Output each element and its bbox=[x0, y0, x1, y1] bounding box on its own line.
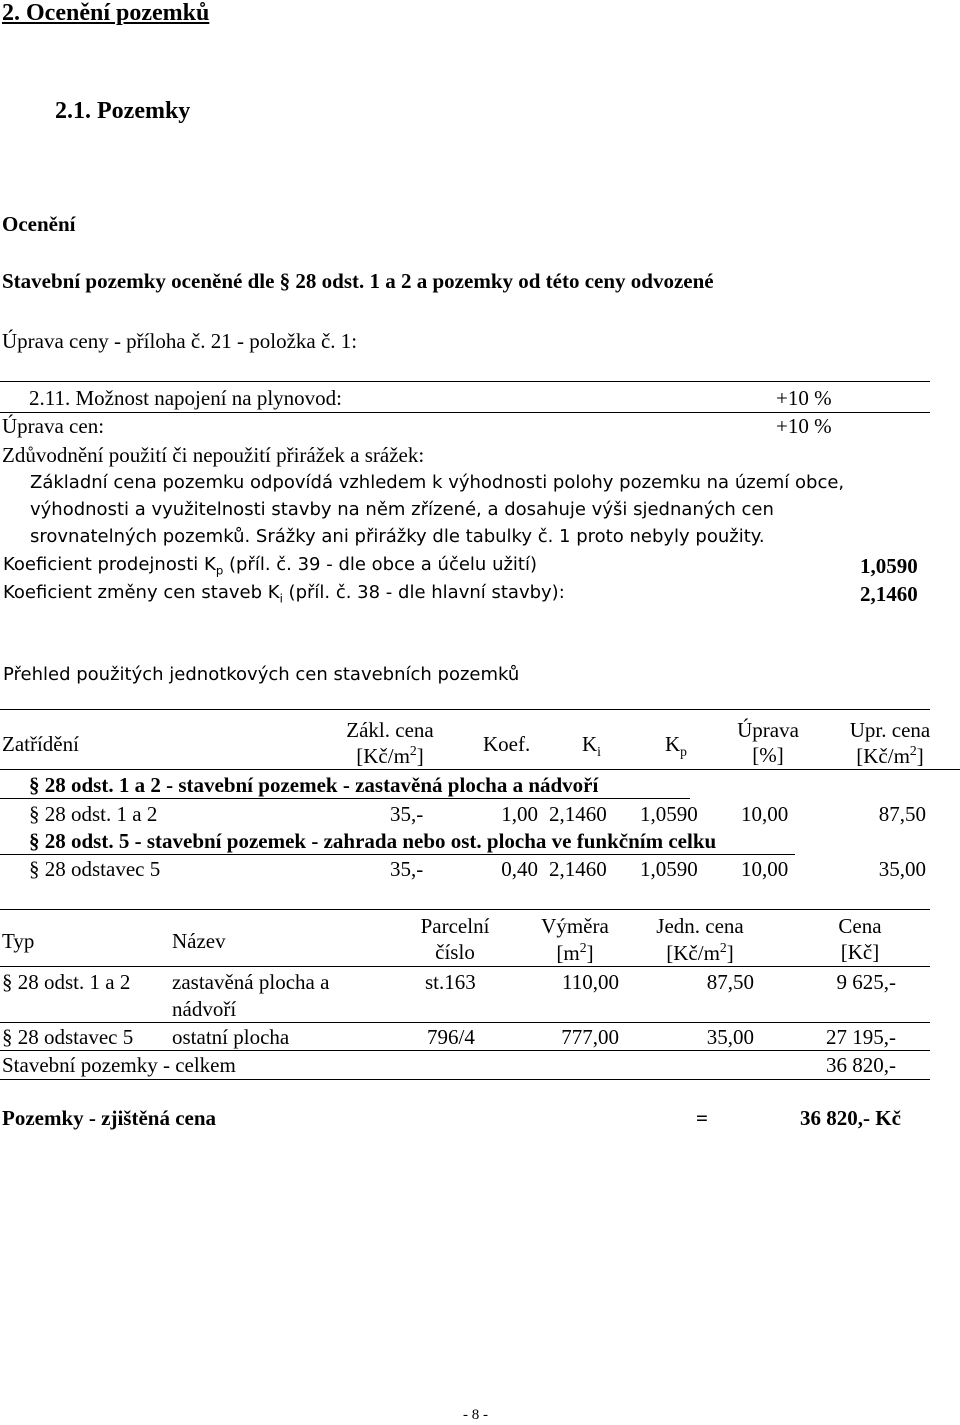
row-koef: 1,00 bbox=[501, 802, 538, 826]
row-ki: 2,1460 bbox=[549, 802, 607, 826]
divider bbox=[0, 909, 930, 910]
col-typ: Typ bbox=[2, 929, 35, 953]
total-value: 36 820,- bbox=[826, 1053, 896, 1077]
adjust-total-label: Úprava cen: bbox=[2, 414, 105, 438]
divider bbox=[0, 381, 930, 382]
row-nazev: ostatní plocha bbox=[172, 1025, 290, 1049]
row-parcel: st.163 bbox=[425, 970, 476, 994]
total-label: Stavební pozemky - celkem bbox=[2, 1053, 236, 1077]
row-typ: § 28 odst. 1 a 2 bbox=[2, 970, 131, 994]
col-zatrideni: Zatřídění bbox=[2, 732, 79, 756]
col-kp: $K_p$ bbox=[665, 732, 687, 760]
col-jedn-unit: $[Kč/m^2]$ bbox=[666, 940, 734, 965]
col-koef: Koef. bbox=[483, 732, 531, 756]
ki-value: 2,1460 bbox=[860, 582, 918, 606]
row-parcel: 796/4 bbox=[427, 1025, 475, 1049]
kp-label: Koeficient prodejnosti $K_p$ (příl. č. 39 - dle obce a účelu užití) bbox=[3, 554, 538, 578]
divider bbox=[0, 709, 930, 710]
row-uprava: 10,00 bbox=[741, 857, 789, 881]
row-kp: 1,0590 bbox=[640, 857, 698, 881]
col-parcelni: Parcelní bbox=[420, 914, 490, 938]
subsection-title: 2.1. Pozemky bbox=[55, 98, 191, 124]
reason-title: Zdůvodnění použití či nepoužití přirážek a srážek: bbox=[2, 443, 425, 467]
adjust-item-label: 2.11. Možnost napojení na plynovod: bbox=[29, 386, 343, 410]
col-cislo: číslo bbox=[435, 940, 475, 964]
unit-prices-title: Přehled použitých jednotkových cen stavebních pozemků bbox=[3, 664, 520, 685]
col-upr-cena: Upr. cena bbox=[849, 718, 931, 742]
row-kp: 1,0590 bbox=[640, 802, 698, 826]
row-price: 27 195,- bbox=[826, 1025, 896, 1049]
row-unit-price: 87,50 bbox=[706, 970, 754, 994]
col-nazev: Název bbox=[172, 929, 226, 953]
col-ki: $K_i$ bbox=[582, 732, 601, 760]
col-vymera: Výměra bbox=[541, 914, 609, 938]
kp-value: 1,0590 bbox=[860, 554, 918, 578]
col-vymera-unit: $[m^2]$ bbox=[556, 940, 594, 965]
row-ki: 2,1460 bbox=[549, 857, 607, 881]
row-base: 35,- bbox=[390, 802, 424, 826]
col-zakl-cena: Zákl. cena bbox=[346, 718, 434, 742]
row-area: 777,00 bbox=[561, 1025, 619, 1049]
col-zakl-unit: $[Kč/m^2]$ bbox=[356, 743, 424, 768]
reason-line: Základní cena pozemku odpovídá vzhledem k výhodnosti polohy pozemku na území obce, bbox=[30, 472, 845, 493]
divider bbox=[0, 1079, 930, 1080]
valuation-heading: Ocenění bbox=[2, 212, 76, 236]
reason-line: srovnatelných pozemků. Srážky ani přirážky dle tabulky č. 1 proto nebyly použity. bbox=[30, 526, 765, 547]
divider bbox=[0, 854, 795, 855]
ki-label: Koeficient změny cen staveb $K_i$ (příl. č. 38 - dle hlavní stavby): bbox=[3, 582, 565, 606]
row-nazev-cont: nádvoří bbox=[172, 997, 237, 1021]
col-uprava-unit: [%] bbox=[752, 743, 784, 767]
row-unit-price: 35,00 bbox=[706, 1025, 754, 1049]
col-cena: Cena bbox=[838, 914, 882, 938]
col-jedn-cena: Jedn. cena bbox=[656, 914, 744, 938]
section-title: 2. Ocenění pozemků bbox=[2, 0, 210, 26]
adjust-item-value: +10 % bbox=[776, 386, 832, 410]
page-number: - 8 - bbox=[463, 1407, 488, 1423]
group-heading: § 28 odst. 1 a 2 - stavební pozemek - zastavěná plocha a nádvoří bbox=[29, 773, 599, 797]
final-eq: = bbox=[696, 1106, 708, 1130]
adjust-total-value: +10 % bbox=[776, 414, 832, 438]
row-name: § 28 odst. 1 a 2 bbox=[29, 802, 158, 826]
reason-line: výhodnosti a využitelnosti stavby na něm zřízené, a dosahuje výši sjednaných cen bbox=[30, 499, 774, 520]
row-typ: § 28 odstavec 5 bbox=[2, 1025, 134, 1049]
row-koef: 0,40 bbox=[501, 857, 538, 881]
row-nazev: zastavěná plocha a bbox=[172, 970, 330, 994]
divider bbox=[0, 1050, 930, 1051]
final-label: Pozemky - zjištěná cena bbox=[2, 1106, 217, 1130]
row-area: 110,00 bbox=[562, 970, 619, 994]
row-price: 35,00 bbox=[878, 857, 926, 881]
row-name: § 28 odstavec 5 bbox=[29, 857, 161, 881]
row-uprava: 10,00 bbox=[741, 802, 789, 826]
group-heading: § 28 odst. 5 - stavební pozemek - zahrada nebo ost. plocha ve funkčním celku bbox=[29, 829, 717, 853]
col-upr-unit: $[Kč/m^2]$ bbox=[856, 743, 924, 768]
divider bbox=[0, 1022, 930, 1023]
divider bbox=[0, 966, 930, 967]
col-cena-unit: [Kč] bbox=[840, 940, 880, 964]
row-base: 35,- bbox=[390, 857, 424, 881]
divider bbox=[0, 412, 930, 413]
adjustment-heading: Úprava ceny - příloha č. 21 - položka č. 1: bbox=[2, 329, 358, 353]
row-price: 9 625,- bbox=[836, 970, 896, 994]
category-heading: Stavební pozemky oceněné dle § 28 odst. 1 a 2 a pozemky od této ceny odvozené bbox=[2, 269, 714, 293]
divider bbox=[0, 798, 690, 799]
final-value: 36 820,- Kč bbox=[800, 1106, 901, 1130]
col-uprava: Úprava bbox=[737, 718, 799, 742]
row-price: 87,50 bbox=[878, 802, 926, 826]
divider bbox=[0, 769, 960, 770]
